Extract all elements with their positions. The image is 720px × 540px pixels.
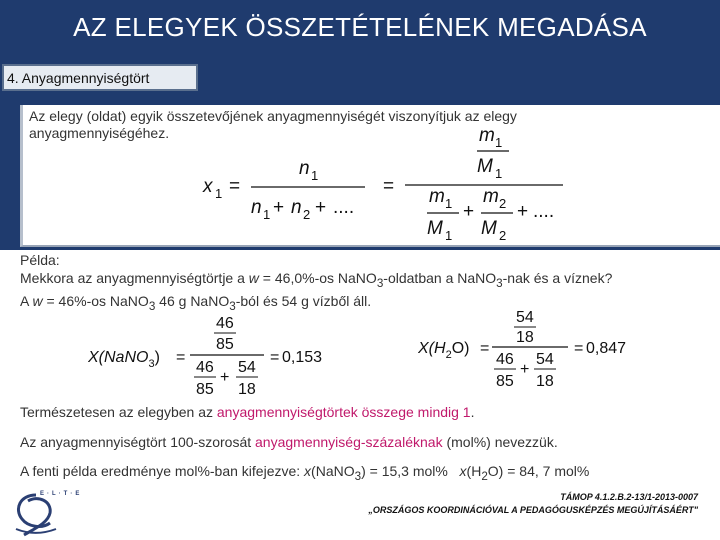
svg-text:0,153: 0,153: [282, 349, 323, 366]
formula-den-n2: n: [291, 197, 302, 218]
note-mol-percent: Az anyagmennyiségtört 100-szorosát anyagmennyiség-százaléknak (mol%) nevezzük.: [20, 434, 558, 450]
formula-equals-2: =: [383, 176, 395, 197]
svg-text:46: 46: [196, 359, 214, 376]
footer-project-name: „ORSZÁGOS KOORDINÁCIÓVAL A PEDAGÓGUSKÉPZÉS MEGÚJÍTÁSÁÉRT": [368, 505, 698, 515]
formula-numerator-sub: 1: [311, 168, 319, 183]
svg-text:+: +: [220, 369, 230, 386]
formula-lhs-sub: 1: [215, 186, 223, 201]
example-panel: [0, 250, 720, 487]
svg-text:+: +: [520, 361, 530, 378]
svg-text:18: 18: [516, 329, 534, 346]
formula-den-m2-sub: 2: [499, 196, 507, 211]
example-question: Mekkora az anyagmennyiségtörtje a w = 46,0%-os NaNO$_3$-oldatban a NaNO$_3$-nak és a víznek?: [20, 270, 613, 290]
formula-den-m2: m: [483, 186, 499, 207]
example-given: A w = 46%-os NaNO$_3$ 46 g NaNO$_3$-ból és 54 g vízből áll.: [20, 293, 372, 313]
footer-project-code: TÁMOP 4.1.2.B.2-13/1-2013-0007: [560, 492, 698, 502]
svg-text:18: 18: [536, 373, 554, 390]
svg-text:46: 46: [216, 315, 234, 332]
svg-text:=: =: [574, 340, 584, 357]
definition-panel: [20, 105, 720, 247]
note-result-mol-percent: A fenti példa eredménye mol%-ban kifejezve: x(NaNO$_3$) = 15,3 mol% $x(H_2O) = 84$, 7 mol%: [20, 463, 590, 483]
svg-text:85: 85: [496, 373, 514, 390]
svg-text:=: =: [270, 349, 280, 366]
formula-den-sub2: 2: [303, 207, 311, 222]
svg-text:85: 85: [216, 336, 234, 353]
formula-den-plus-2: +: [315, 197, 327, 218]
formula-den-plus-4: +: [517, 201, 529, 222]
formula-den-dots-2: ....: [533, 201, 555, 222]
formula-den-plus-3: +: [463, 201, 475, 222]
svg-text:=: =: [480, 340, 490, 357]
formula-m1: m: [479, 125, 495, 146]
svg-text:=: =: [176, 349, 186, 366]
formula-den-M1-sub: 1: [445, 228, 453, 243]
svg-text:54: 54: [536, 351, 554, 368]
svg-text:18: 18: [238, 381, 256, 398]
section-label: 4. Anyagmennyiségtört: [2, 64, 198, 91]
formula-m1-sub: 1: [495, 135, 503, 150]
formula-den-dots: ....: [333, 197, 355, 218]
formula-den-m1: m: [429, 186, 445, 207]
formula-M1-sub: 1: [495, 166, 503, 181]
mole-fraction-formula: [183, 125, 603, 245]
svg-text:46: 46: [496, 351, 514, 368]
h2o-calculation: [418, 308, 648, 398]
formula-numerator-n: n: [299, 158, 310, 179]
svg-text:54: 54: [516, 309, 534, 326]
page-title: AZ ELEGYEK ÖSSZETÉTELÉNEK MEGADÁSA: [73, 12, 647, 42]
formula-den-sub1: 1: [263, 207, 271, 222]
formula-den-M2-sub: 2: [499, 228, 507, 243]
example-label: Példa:: [20, 252, 60, 268]
svg-text:X(H2O): $X(H_2O)$: [418, 340, 470, 361]
formula-den-plus-1: +: [273, 197, 285, 218]
formula-M1: M: [477, 156, 493, 177]
svg-text:85: 85: [196, 381, 214, 398]
formula-den-m1-sub: 1: [445, 196, 453, 211]
svg-text:54: 54: [238, 359, 256, 376]
logo-text: E·L·T·E: [40, 491, 83, 497]
formula-equals-1: =: [229, 176, 241, 197]
nano3-calculation: [88, 312, 338, 402]
formula-den-M1: M: [427, 218, 443, 239]
formula-den-n1: n: [251, 197, 262, 218]
formula-den-M2: M: [481, 218, 497, 239]
footer: [0, 487, 720, 540]
formula-lhs: x: [203, 176, 213, 197]
note-sum-one: Természetesen az elegyben az anyagmennyiségtörtek összege mindig 1.: [20, 404, 475, 420]
svg-text:X(NaNO3): X(NaNO$_3$): [88, 349, 160, 370]
definition-text: Az elegy (oldat) egyik összetevőjének anyagmennyiségét viszonyítjuk az elegy anyagmennyiségéhez.: [29, 108, 517, 141]
svg-text:0,847: 0,847: [586, 340, 627, 357]
